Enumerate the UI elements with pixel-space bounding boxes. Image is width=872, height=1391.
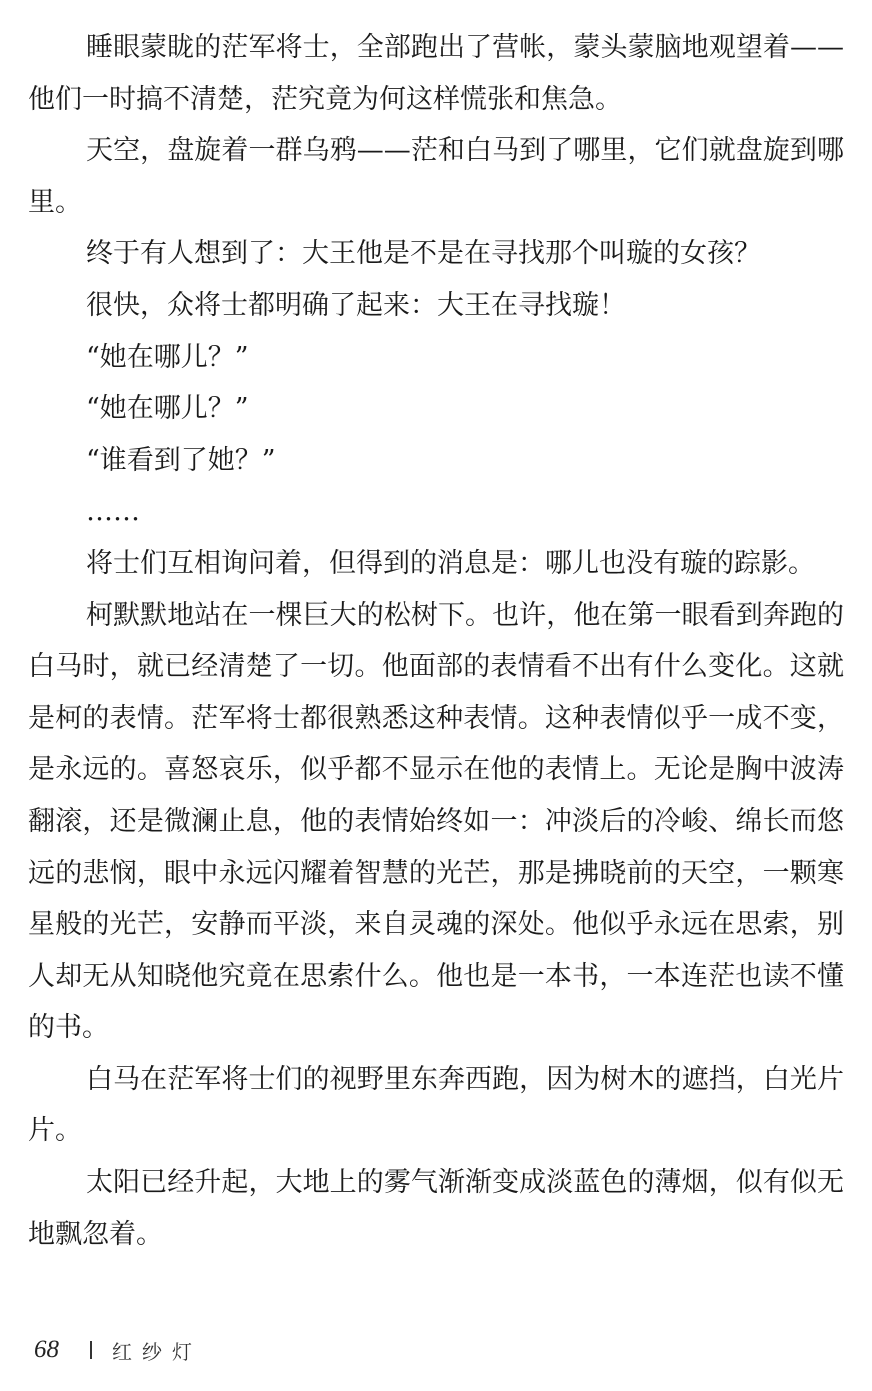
footer-divider bbox=[90, 1341, 92, 1359]
page-number: 68 bbox=[34, 1336, 59, 1363]
dialogue-line: “她在哪儿？” bbox=[86, 341, 249, 373]
paragraph: 睡眼蒙眬的茫军将士，全部跑出了营帐，蒙头蒙脑地观望着——他们一时搞不清楚，茫究竟为何这样慌张和焦急。 bbox=[28, 32, 844, 115]
page-body bbox=[28, 22, 844, 1260]
ellipsis-line: …… bbox=[86, 496, 140, 528]
paragraph: 很快，众将士都明确了起来：大王在寻找璇！ bbox=[86, 289, 626, 321]
book-title: 红纱灯 bbox=[112, 1339, 202, 1364]
dialogue-line: “谁看到了她？” bbox=[86, 444, 276, 476]
paragraph: 柯默默地站在一棵巨大的松树下。也许，他在第一眼看到奔跑的白马时，就已经清楚了一切。他面部的表情看不出有什么变化。这就是柯的表情。茫军将士都很熟悉这种表情。这种表情似乎一成不变，是永远的。喜怒哀乐，似乎都不显示在他的表情上。无论是胸中波涛翻滚，还是微澜止息，他的表情始终如一：冲淡后的冷峻、绵长而悠远的悲悯，眼中永远闪耀着智慧的光芒，那是拂晓前的天空，一颗寒星般的光芒，安静而平淡，来自灵魂的深处。他似乎永远在思索，别人却无从知晓他究竟在思索什么。他也是一本书，一本连茫也读不懂的书。 bbox=[28, 599, 844, 1044]
paragraph: 天空，盘旋着一群乌鸦——茫和白马到了哪里，它们就盘旋到哪里。 bbox=[28, 135, 844, 218]
paragraph: 白马在茫军将士们的视野里东奔西跑，因为树木的遮挡，白光片片。 bbox=[28, 1063, 844, 1147]
page-footer bbox=[34, 1333, 202, 1367]
paragraph: 太阳已经升起，大地上的雾气渐渐变成淡蓝色的薄烟，似有似无地飘忽着。 bbox=[28, 1167, 844, 1250]
paragraph: 将士们互相询问着，但得到的消息是：哪儿也没有璇的踪影。 bbox=[86, 547, 815, 579]
paragraph: 终于有人想到了：大王他是不是在寻找那个叫璇的女孩？ bbox=[86, 238, 761, 270]
dialogue-line: “她在哪儿？” bbox=[86, 393, 249, 425]
